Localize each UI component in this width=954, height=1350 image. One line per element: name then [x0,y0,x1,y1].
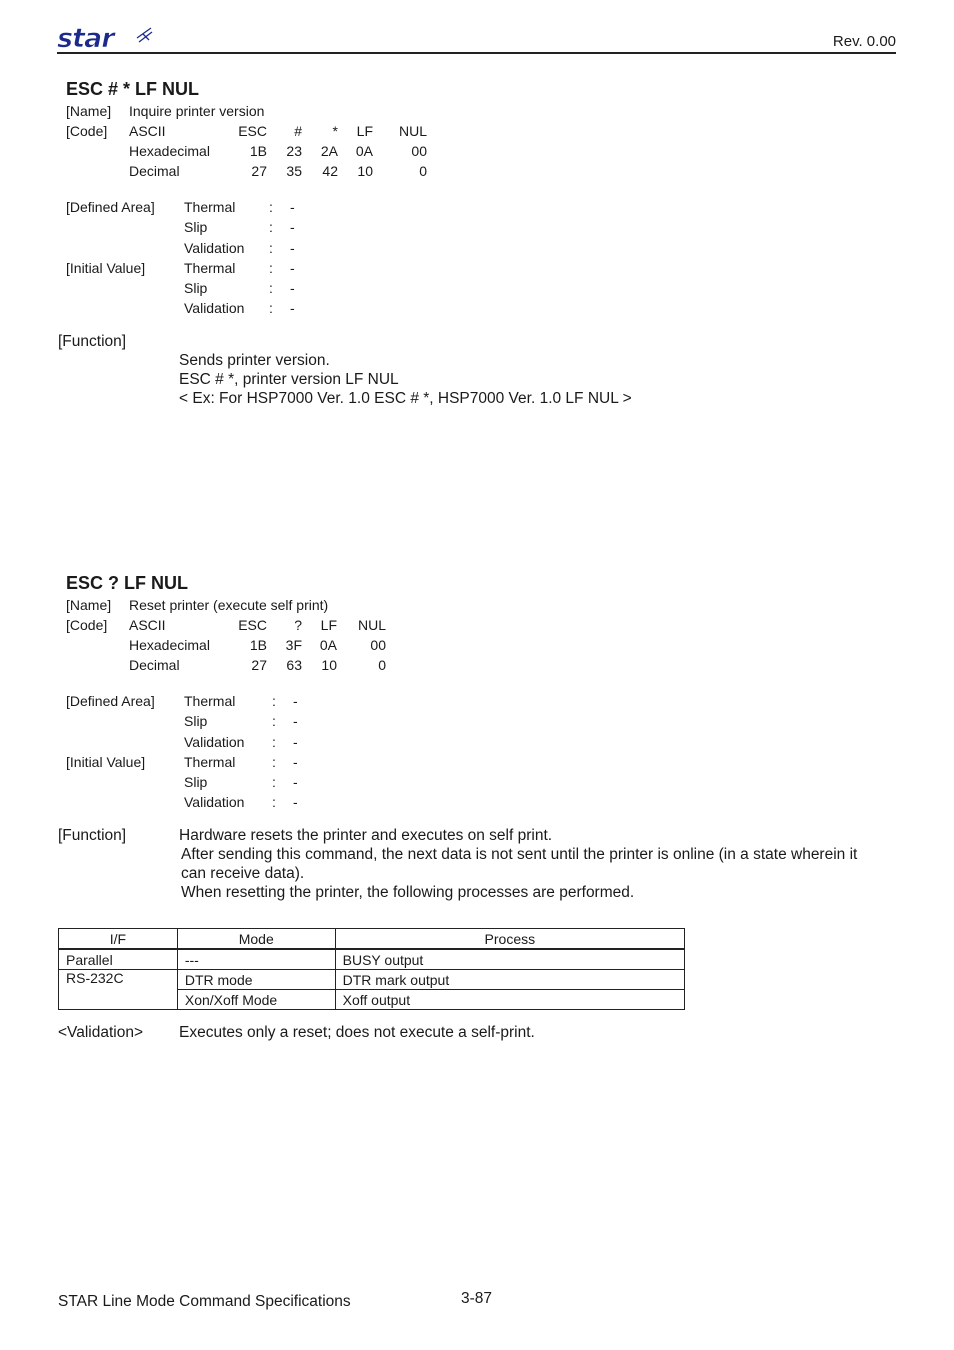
colon: : [272,713,276,729]
mode-label: Thermal [184,754,236,770]
code-cell: 0 [378,657,386,673]
colon: : [272,693,276,709]
name-label: [Name] [66,597,112,613]
revision-label: Rev. 0.00 [832,33,896,50]
code-cell: NUL [357,617,386,633]
command-name: Inquire printer version [129,103,265,119]
function-text: < Ex: For HSP7000 Ver. 1.0 ESC # *, HSP7000 Ver. 1.0 LF NUL > [179,390,632,407]
code-cell: # [294,123,302,139]
dash-value: - [290,240,295,256]
code-cell: ? [294,617,302,633]
code-cell: 63 [286,657,302,673]
code-cell: 00 [411,143,427,159]
colon: : [269,260,273,276]
code-cell: 10 [357,163,373,179]
dash-value: - [290,300,295,316]
defined-area-label: [Defined Area] [66,693,155,709]
name-label: [Name] [66,103,112,119]
dash-value: - [290,280,295,296]
code-cell: 1B [249,637,267,653]
initial-value-label: [Initial Value] [66,260,146,276]
dash-value: - [290,260,295,276]
mode-label: Validation [184,300,245,316]
code-cell: ESC [238,617,267,633]
table-row [59,970,685,990]
command-title: ESC ? LF NUL [66,573,188,593]
code-cell: LF [320,617,337,633]
code-row-label: Hexadecimal [129,143,210,159]
code-label: [Code] [66,123,108,139]
dash-value: - [290,199,295,215]
code-cell: 00 [370,637,386,653]
validation-text: Executes only a reset; does not execute a self-print. [179,1024,535,1041]
mode-label: Validation [184,794,245,810]
code-cell: 23 [286,143,302,159]
code-cell: 0A [319,637,337,653]
table-cell: DTR mark output [335,970,684,990]
mode-label: Thermal [184,693,236,709]
function-label: [Function] [58,827,127,844]
table-cell: DTR mode [177,970,335,990]
table-cell: BUSY output [335,949,684,970]
colon: : [269,240,273,256]
code-row-label: Decimal [129,163,180,179]
colon: : [269,219,273,235]
function-text: Sends printer version. [179,352,330,369]
mode-label: Thermal [184,260,236,276]
code-cell: 10 [321,657,337,673]
code-cell: ESC [238,123,267,139]
function-text: Hardware resets the printer and executes on self print. [179,827,553,844]
function-text: After sending this command, the next data is not sent until the printer is online (in a state wherein it [181,846,858,863]
table-row [59,949,685,970]
code-cell: NUL [398,123,427,139]
table-cell: Xoff output [335,990,684,1010]
dash-value: - [290,219,295,235]
function-text: When resetting the printer, the following processes are performed. [181,884,635,901]
code-row-label: ASCII [129,617,166,633]
code-cell: 1B [249,143,267,159]
dash-value: - [293,734,298,750]
function-label: [Function] [58,333,127,350]
command-name: Reset printer (execute self print) [129,597,329,613]
function-text: ESC # *, printer version LF NUL [179,371,399,388]
code-label: [Code] [66,617,108,633]
colon: : [269,300,273,316]
code-cell: 27 [251,163,267,179]
code-cell: 0 [419,163,427,179]
code-cell: 3F [285,637,302,653]
mode-label: Validation [184,240,245,256]
code-cell: 0A [355,143,373,159]
table-cell: Parallel [59,949,178,970]
table-cell: RS-232C [59,970,178,1010]
code-row-label: Hexadecimal [129,637,210,653]
table-header-cell: I/F [59,929,178,950]
dash-value: - [293,713,298,729]
dash-value: - [293,693,298,709]
mode-label: Slip [184,774,208,790]
table-cell: --- [177,949,335,970]
colon: : [269,280,273,296]
initial-value-label: [Initial Value] [66,754,146,770]
process-table [58,928,685,1010]
mode-label: Slip [184,219,208,235]
mode-label: Validation [184,734,245,750]
table-cell: Xon/Xoff Mode [177,990,335,1010]
logo-wordmark: star [57,24,114,52]
code-row-label: Decimal [129,657,180,673]
page-number: 3-87 [461,1290,493,1307]
code-cell: LF [356,123,373,139]
validation-label: <Validation> [58,1024,144,1041]
table-header-cell: Process [335,929,684,950]
defined-area-label: [Defined Area] [66,199,155,215]
mode-label: Slip [184,280,208,296]
command-title: ESC # * LF NUL [66,79,200,99]
star-logo [57,24,153,52]
colon: : [269,199,273,215]
colon: : [272,734,276,750]
table-header-row [59,929,685,950]
mode-label: Slip [184,713,208,729]
table-header-cell: Mode [177,929,335,950]
dash-value: - [293,774,298,790]
dash-value: - [293,754,298,770]
mode-label: Thermal [184,199,236,215]
colon: : [272,794,276,810]
dash-value: - [293,794,298,810]
logo-star-mark [137,28,152,42]
code-cell: 42 [322,163,338,179]
code-cell: * [332,123,338,139]
code-row-label: ASCII [129,123,166,139]
header-rule [57,52,896,54]
code-cell: 35 [286,163,302,179]
function-text: can receive data). [181,865,305,882]
colon: : [272,754,276,770]
colon: : [272,774,276,790]
code-cell: 27 [251,657,267,673]
footer-doc-title: STAR Line Mode Command Specifications [58,1293,351,1310]
code-cell: 2A [320,143,338,159]
